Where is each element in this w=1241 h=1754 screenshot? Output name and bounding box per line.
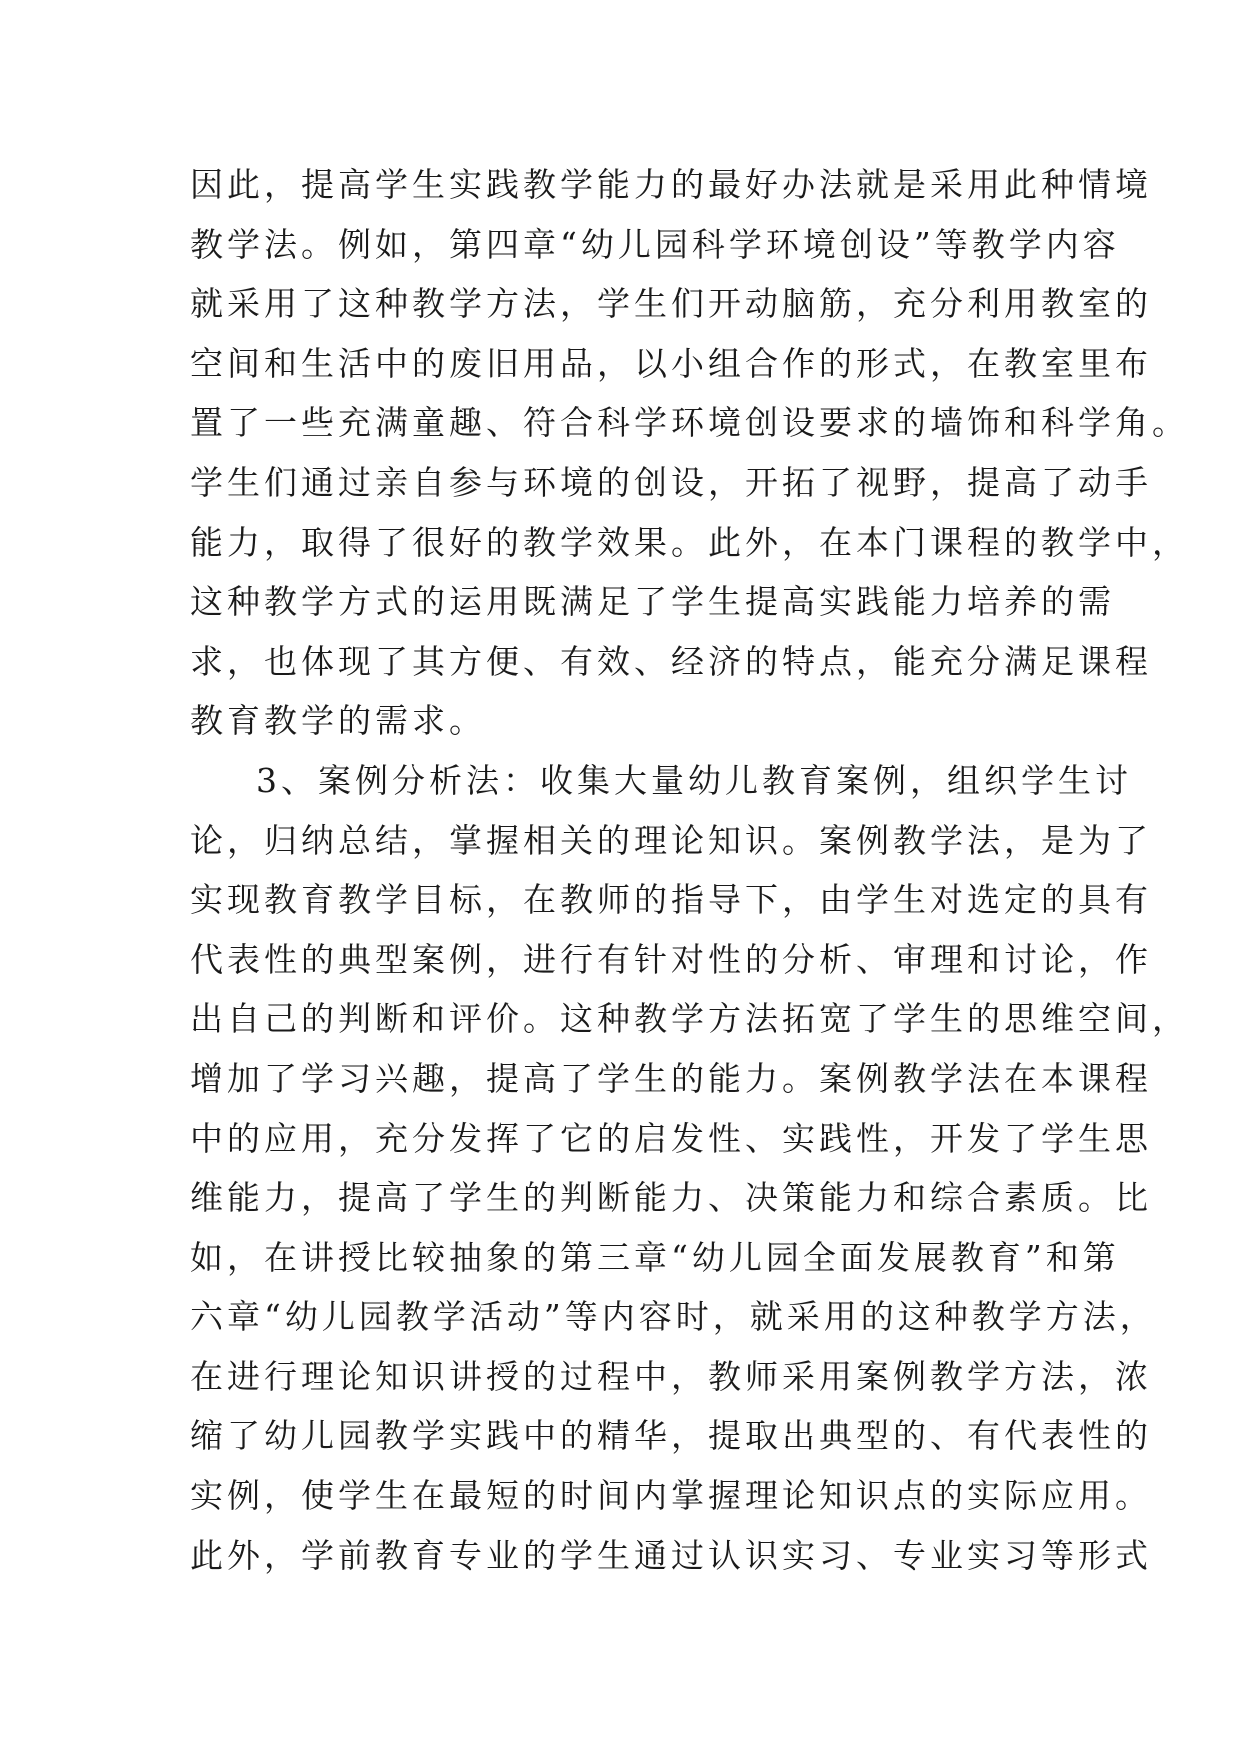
text-line: 能力，取得了很好的教学效果。此外，在本门课程的教学中， (190, 522, 1189, 562)
text-line: 增加了学习兴趣，提高了学生的能力。案例教学法在本课程 (190, 1058, 1152, 1098)
text-line: 教学法。例如，第四章“幼儿园科学环境创设”等教学内容 (190, 224, 1120, 264)
text-line: 实例，使学生在最短的时间内掌握理论知识点的实际应用。 (190, 1476, 1152, 1516)
text-line: 因此，提高学生实践教学能力的最好办法就是采用此种情境 (190, 165, 1152, 204)
text-line: 缩了幼儿园教学实践中的精华，提取出典型的、有代表性的 (190, 1416, 1152, 1456)
text-line: 教育教学的需求。 (190, 701, 486, 741)
text-line: 出自己的判断和评价。这种教学方法拓宽了学生的思维空间， (190, 999, 1189, 1039)
text-line: 空间和生活中的废旧用品，以小组合作的形式，在教室里布 (190, 343, 1152, 383)
body-text (190, 155, 1189, 1585)
text-line: 维能力，提高了学生的判断能力、决策能力和综合素质。比 (190, 1178, 1152, 1218)
text-line: 在进行理论知识讲授的过程中，教师采用案例教学方法，浓 (190, 1356, 1152, 1396)
text-line: 学生们通过亲自参与环境的创设，开拓了视野，提高了动手 (190, 462, 1152, 502)
text-line: 六章“幼儿园教学活动”等内容时，就采用的这种教学方法， (190, 1297, 1157, 1337)
text-line: 求，也体现了其方便、有效、经济的特点，能充分满足课程 (190, 641, 1152, 681)
text-line: 实现教育教学目标，在教师的指导下，由学生对选定的具有 (190, 880, 1152, 920)
text-line: 此外，学前教育专业的学生通过认识实习、专业实习等形式 (190, 1535, 1152, 1575)
text-line: 代表性的典型案例，进行有针对性的分析、审理和讨论，作 (190, 939, 1152, 979)
text-line: 就采用了这种教学方法，学生们开动脑筋，充分利用教室的 (190, 284, 1152, 324)
text-line: 这种教学方式的运用既满足了学生提高实践能力培养的需 (190, 582, 1115, 622)
text-line: 置了一些充满童趣、符合科学环境创设要求的墙饰和科学角。 (190, 403, 1189, 443)
text-line: 如，在讲授比较抽象的第三章“幼儿园全面发展教育”和第 (190, 1237, 1120, 1277)
text-line: 论，归纳总结，掌握相关的理论知识。案例教学法，是为了 (190, 820, 1152, 860)
text-line: 中的应用，充分发挥了它的启发性、实践性，开发了学生思 (190, 1118, 1152, 1158)
section-heading-line: 3、案例分析法：收集大量幼儿教育案例，组织学生讨 (256, 760, 1132, 800)
